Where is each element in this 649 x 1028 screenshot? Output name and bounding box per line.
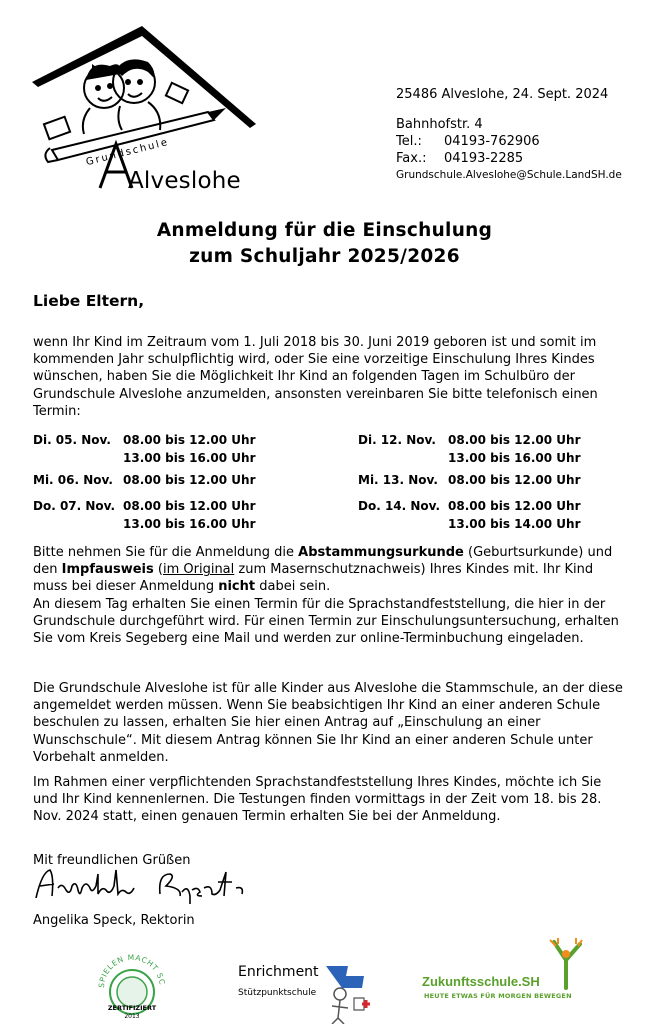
enrichment-subtitle: Stützpunktschule xyxy=(238,988,317,998)
school-logo xyxy=(30,20,260,194)
schedule-left xyxy=(33,432,293,532)
schedule-time: 13.00 bis 14.00 Uhr xyxy=(448,516,581,531)
salutation: Liebe Eltern, xyxy=(33,292,145,310)
schedule-day: Do. 07. Nov. xyxy=(33,499,116,513)
schedule-day: Do. 14. Nov. xyxy=(358,499,441,513)
zukunftsschule-logo xyxy=(420,938,590,1008)
spielen-year: 2013 xyxy=(124,1013,140,1020)
tel-number: 04193-762906 xyxy=(444,134,540,149)
documents-paragraph xyxy=(33,544,623,647)
spielen-logo-drawing xyxy=(92,944,172,1024)
schedule-time: 08.00 bis 12.00 Uhr xyxy=(448,473,581,487)
closing: Mit freundlichen Grüßen xyxy=(33,853,191,868)
logo-ribbon-text: Grundschule xyxy=(84,136,171,169)
schedule-right xyxy=(358,432,618,532)
schedule-day: Mi. 06. Nov. xyxy=(33,473,113,487)
date-line: 25486 Alveslohe, 24. Sept. 2024 xyxy=(396,87,609,102)
schedule-day: Di. 12. Nov. xyxy=(358,433,436,447)
schedule-time: 08.00 bis 12.00 Uhr xyxy=(123,499,256,513)
schedule-time: 08.00 bis 12.00 Uhr xyxy=(123,473,256,487)
school-logo-name: Alveslohe xyxy=(128,168,241,194)
enrichment-logo xyxy=(236,962,376,1024)
docs-bold-abstammungsurkunde: Abstammungsurkunde xyxy=(298,545,464,560)
title-line-1: Anmeldung für die Einschulung xyxy=(156,220,493,241)
signature xyxy=(32,866,252,908)
zukunft-slogan: HEUTE ETWAS FÜR MORGEN BEWEGEN xyxy=(424,992,572,1000)
docs-text: ( xyxy=(153,562,163,578)
schedule-time: 08.00 bis 12.00 Uhr xyxy=(448,499,581,513)
schedule-time: 13.00 bis 16.00 Uhr xyxy=(123,516,256,531)
street: Bahnhofstr. 4 xyxy=(396,117,483,132)
docs-bold-nicht: nicht xyxy=(218,579,256,595)
spielen-badge: ZERTIFIZIERT xyxy=(107,1004,157,1012)
zukunft-title: Zukunftsschule.SH xyxy=(422,974,540,989)
fax-number: 04193-2285 xyxy=(444,151,524,166)
title-line-2: zum Schuljahr 2025/2026 xyxy=(189,246,460,267)
schedule-time: 13.00 bis 16.00 Uhr xyxy=(448,450,581,465)
docs-underline-original: im Original xyxy=(162,562,235,578)
docs-text: An diesem Tag erhalten Sie einen Termin für die Sprachstandfeststellung, die hier in der Grundschule durchgeführt wird. Für einen Termin zur Einschulungsuntersuchung, erhalten Sie vom Kreis Segeberg eine Mail und werden zur online-Terminbuchung eingeladen. xyxy=(33,596,619,647)
zukunft-figure-icon xyxy=(546,938,586,990)
sprachstand-paragraph: Im Rahmen einer verpflichtenden Sprachstandfeststellung Ihres Kindes, möchte ich Sie und Ihr Kind kennenlernen. Die Testungen finden vormittags in der Zeit vom 18. bis 28. Nov. 2024 statt, einen genauen Termin erhalten Sie bei der Anmeldung. xyxy=(33,775,602,825)
stammschule-paragraph: Die Grundschule Alveslohe ist für alle Kinder aus Alveslohe die Stammschule, an der diese angemeldet werden müssen. Wenn Sie beabsichtigen Ihr Kind an einer anderen Schule beschulen zu lassen, erhalten Sie hier einen Antrag auf „Einschulung an einer Wunschschule“. Mit diesem Antrag können Sie Ihr Kind an einer anderen Schule unter Vorbehalt anmelden. xyxy=(33,681,623,765)
school-logo-drawing xyxy=(30,20,260,190)
letterhead xyxy=(396,86,622,184)
tel-label: Tel.: xyxy=(396,134,422,149)
schedule-day: Mi. 13. Nov. xyxy=(358,473,438,487)
signature-drawing xyxy=(32,866,252,908)
schedule-time: 08.00 bis 12.00 Uhr xyxy=(448,433,581,447)
intro-paragraph: wenn Ihr Kind im Zeitraum vom 1. Juli 2018 bis 30. Juni 2019 geboren ist und somit im kommenden Jahr schulpflichtig wird, oder Sie eine vorzeitige Einschulung Ihres Kindes wünschen, haben Sie die Möglichkeit Ihr Kind an folgenden Tagen im Schulbüro der Grundschule Alveslohe anzumelden, ansonsten vereinbaren Sie bitte telefonisch einen Termin: xyxy=(33,335,598,419)
docs-bold-impfausweis: Impfausweis xyxy=(61,562,154,578)
signatory: Angelika Speck, Rektorin xyxy=(33,913,195,928)
email-address: Grundschule.Alveslohe@Schule.LandSH.de xyxy=(396,169,622,181)
schedule-time: 08.00 bis 12.00 Uhr xyxy=(123,433,256,447)
docs-text: zum Masernschutznachweis) Ihres Kindes mit. Ihr Kind muss bei dieser Anmeldung xyxy=(33,562,594,595)
fax-label: Fax.: xyxy=(396,151,427,166)
schedule-time: 13.00 bis 16.00 Uhr xyxy=(123,450,256,465)
enrichment-title: Enrichment xyxy=(238,964,319,980)
docs-text: dabei sein. xyxy=(255,579,331,595)
enrichment-figure-icon xyxy=(318,962,378,1024)
docs-text: (Geburtsurkunde) und den xyxy=(33,545,613,578)
spielen-macht-schule-logo xyxy=(92,944,172,1024)
document-title xyxy=(0,218,649,270)
docs-text: Bitte nehmen Sie für die Anmeldung die xyxy=(33,545,299,560)
schedule-day: Di. 05. Nov. xyxy=(33,433,111,447)
spielen-arc-text: SPIELEN MACHT SC xyxy=(96,952,167,989)
